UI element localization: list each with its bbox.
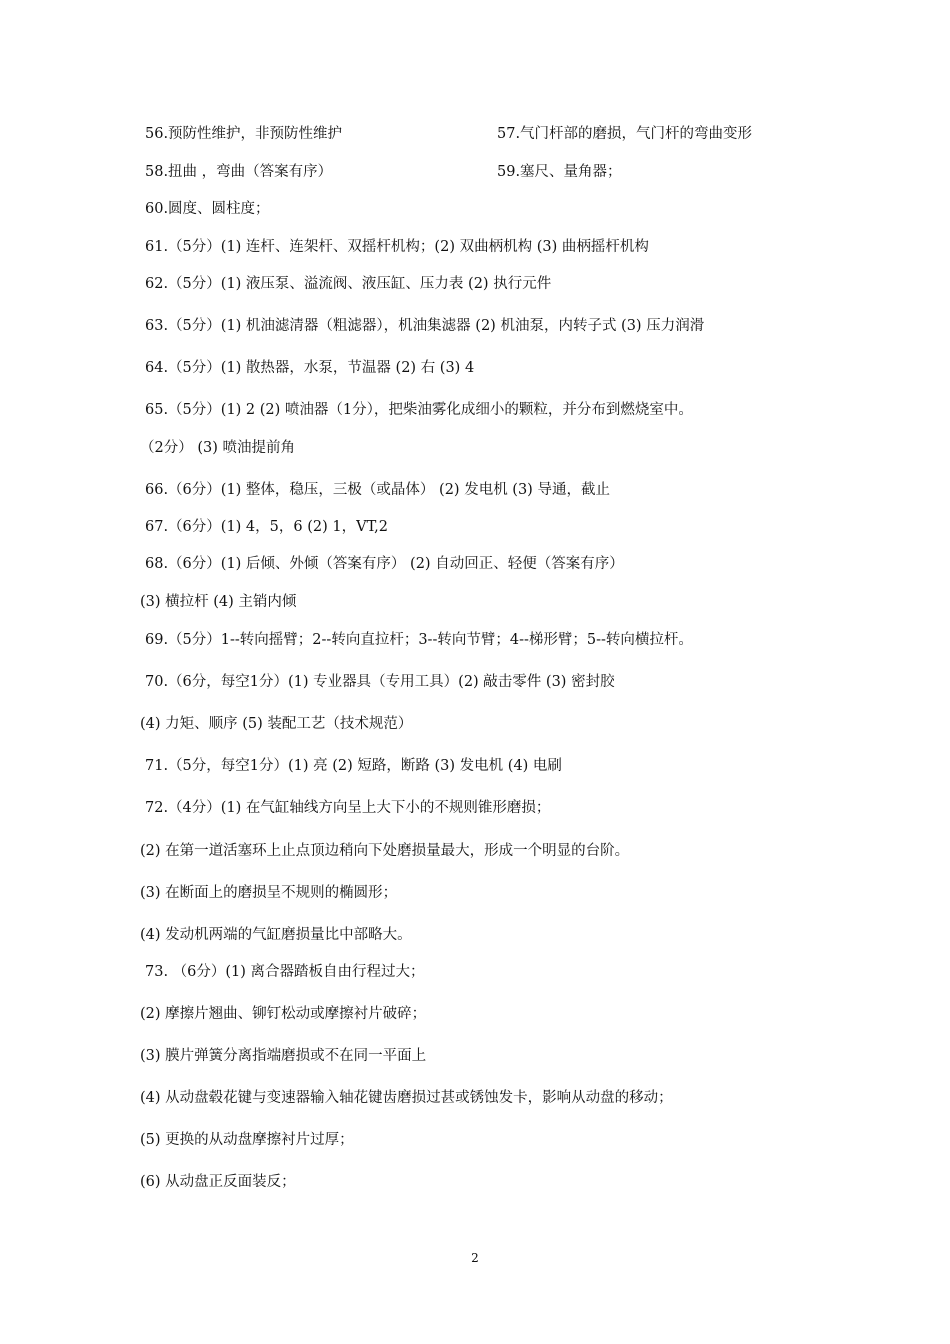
answer-72-line4: (4) 发动机两端的气缸磨损量比中部略大。 [140,927,412,943]
answer-73-line6: (6) 从动盘正反面装反； [140,1174,296,1190]
answer-61: 61.（5分）(1) 连杆、连架杆、双摇杆机构；(2) 双曲柄机构 (3) 曲柄摇杆机构 [145,239,649,255]
answer-62: 62.（5分）(1) 液压泵、溢流阀、液压缸、压力表 (2) 执行元件 [145,276,552,292]
answer-72-line3: (3) 在断面上的磨损呈不规则的椭圆形； [140,885,398,901]
answer-60: 60.圆度、圆柱度； [145,201,270,217]
answer-70-line1: 70.（6分，每空1分）(1) 专业器具（专用工具）(2) 敲击零件 (3) 密封胶 [145,674,615,690]
answer-65-line1: 65.（5分）(1) 2 (2) 喷油器（1分），把柴油雾化成细小的颗粒，并分布到燃烧室中。 [145,402,693,418]
answer-73-line1: 73. （6分）(1) 离合器踏板自由行程过大； [145,964,425,980]
answer-73-line2: (2) 摩擦片翘曲、铆钉松动或摩擦衬片破碎； [140,1006,427,1022]
answer-71: 71.（5分，每空1分）(1) 亮 (2) 短路，断路 (3) 发电机 (4) 电刷 [145,758,562,774]
answer-56: 56.预防性维护，非预防性维护 [145,126,343,142]
answer-67: 67.（6分）(1) 4，5，6 (2) 1，VT,2 [145,519,388,535]
answer-68-line1: 68.（6分）(1) 后倾、外倾（答案有序） (2) 自动回正、轻便（答案有序） [145,556,624,572]
page-number: 2 [471,1251,479,1265]
answer-72-line2: (2) 在第一道活塞环上止点顶边稍向下处磨损量最大，形成一个明显的台阶。 [140,843,630,859]
answer-59: 59.塞尺、量角器； [497,164,622,180]
answer-66: 66.（6分）(1) 整体，稳压，三极（或晶体） (2) 发电机 (3) 导通，截止 [145,482,610,498]
answer-72-line1: 72.（4分）(1) 在气缸轴线方向呈上大下小的不规则锥形磨损； [145,800,551,816]
answer-68-line2: (3) 横拉杆 (4) 主销内倾 [140,594,297,610]
answer-64: 64.（5分）(1) 散热器，水泵，节温器 (2) 右 (3) 4 [145,360,475,376]
answer-70-line2: (4) 力矩、顺序 (5) 装配工艺（技术规范） [140,716,413,732]
answer-69: 69.（5分）1--转向摇臂；2--转向直拉杆；3--转向节臂；4--梯形臂；5--转向横拉杆。 [145,632,693,648]
answer-73-line3: (3) 膜片弹簧分离指端磨损或不在同一平面上 [140,1048,427,1064]
answer-57: 57.气门杆部的磨损，气门杆的弯曲变形 [497,126,753,142]
answer-58: 58.扭曲 ，弯曲（答案有序） [145,164,333,180]
answer-65-line2: （2分） (3) 喷油提前角 [140,440,295,456]
answer-73-line5: (5) 更换的从动盘摩擦衬片过厚； [140,1132,354,1148]
answer-63: 63.（5分）(1) 机油滤清器（粗滤器），机油集滤器 (2) 机油泵，内转子式 (3) 压力润滑 [145,318,705,334]
answer-73-line4: (4) 从动盘毂花键与变速器输入轴花键齿磨损过甚或锈蚀发卡，影响从动盘的移动； [140,1090,673,1106]
